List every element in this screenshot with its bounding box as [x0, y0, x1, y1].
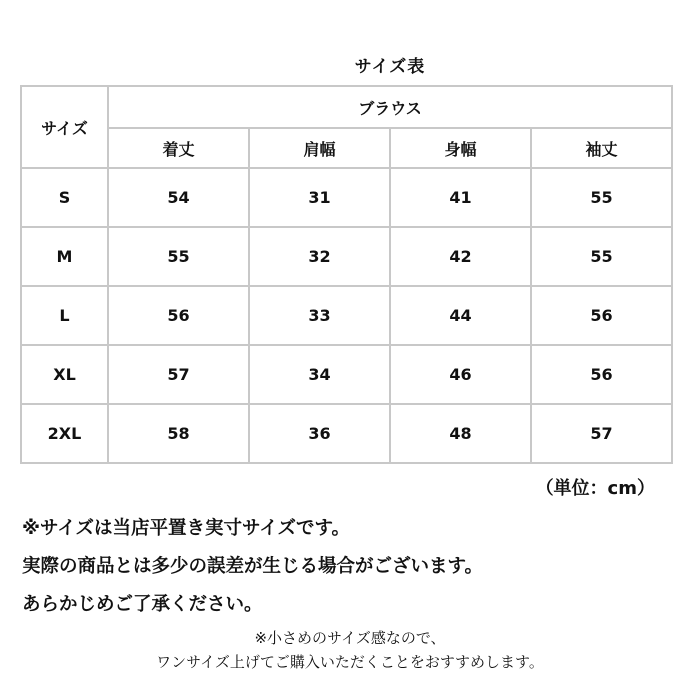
table-row — [21, 404, 672, 463]
value-cell: 34 — [249, 345, 390, 404]
note-line: ※サイズは当店平置き実寸サイズです。 — [22, 518, 351, 539]
table-row — [21, 345, 672, 404]
value-cell: 56 — [531, 345, 672, 404]
size-column-header: サイズ — [21, 86, 108, 168]
table-row — [21, 227, 672, 286]
value-cell: 57 — [531, 404, 672, 463]
column-header-chest: 身幅 — [390, 128, 531, 168]
value-cell: 58 — [108, 404, 249, 463]
table-row — [21, 286, 672, 345]
value-cell: 36 — [249, 404, 390, 463]
small-note-line: ※小さめのサイズ感なので、 — [254, 629, 446, 647]
table-header-row — [21, 86, 672, 128]
table-subheader-row — [21, 128, 672, 168]
table-row — [21, 168, 672, 227]
value-cell: 56 — [531, 286, 672, 345]
value-cell: 41 — [390, 168, 531, 227]
page-title: サイズ表 — [354, 57, 426, 77]
notes-block — [22, 510, 483, 624]
value-cell: 31 — [249, 168, 390, 227]
group-header: ブラウス — [108, 86, 672, 128]
size-cell: M — [21, 227, 108, 286]
value-cell: 33 — [249, 286, 390, 345]
column-header-length: 着丈 — [108, 128, 249, 168]
column-header-sleeve: 袖丈 — [531, 128, 672, 168]
size-cell: XL — [21, 345, 108, 404]
size-cell: L — [21, 286, 108, 345]
value-cell: 48 — [390, 404, 531, 463]
value-cell: 55 — [108, 227, 249, 286]
unit-label: （単位：cm） — [535, 478, 655, 499]
small-note-line: ワンサイズ上げてご購入いただくことをおすすめします。 — [156, 653, 544, 671]
note-line: 実際の商品とは多少の誤差が生じる場合がございます。 — [22, 556, 484, 577]
value-cell: 46 — [390, 345, 531, 404]
note-line: あらかじめご了承ください。 — [22, 594, 263, 615]
size-cell: 2XL — [21, 404, 108, 463]
value-cell: 42 — [390, 227, 531, 286]
value-cell: 56 — [108, 286, 249, 345]
value-cell: 55 — [531, 168, 672, 227]
small-notes-block — [0, 626, 700, 674]
value-cell: 57 — [108, 345, 249, 404]
value-cell: 44 — [390, 286, 531, 345]
column-header-shoulder: 肩幅 — [249, 128, 390, 168]
value-cell: 54 — [108, 168, 249, 227]
size-table — [20, 85, 673, 464]
value-cell: 55 — [531, 227, 672, 286]
size-cell: S — [21, 168, 108, 227]
value-cell: 32 — [249, 227, 390, 286]
